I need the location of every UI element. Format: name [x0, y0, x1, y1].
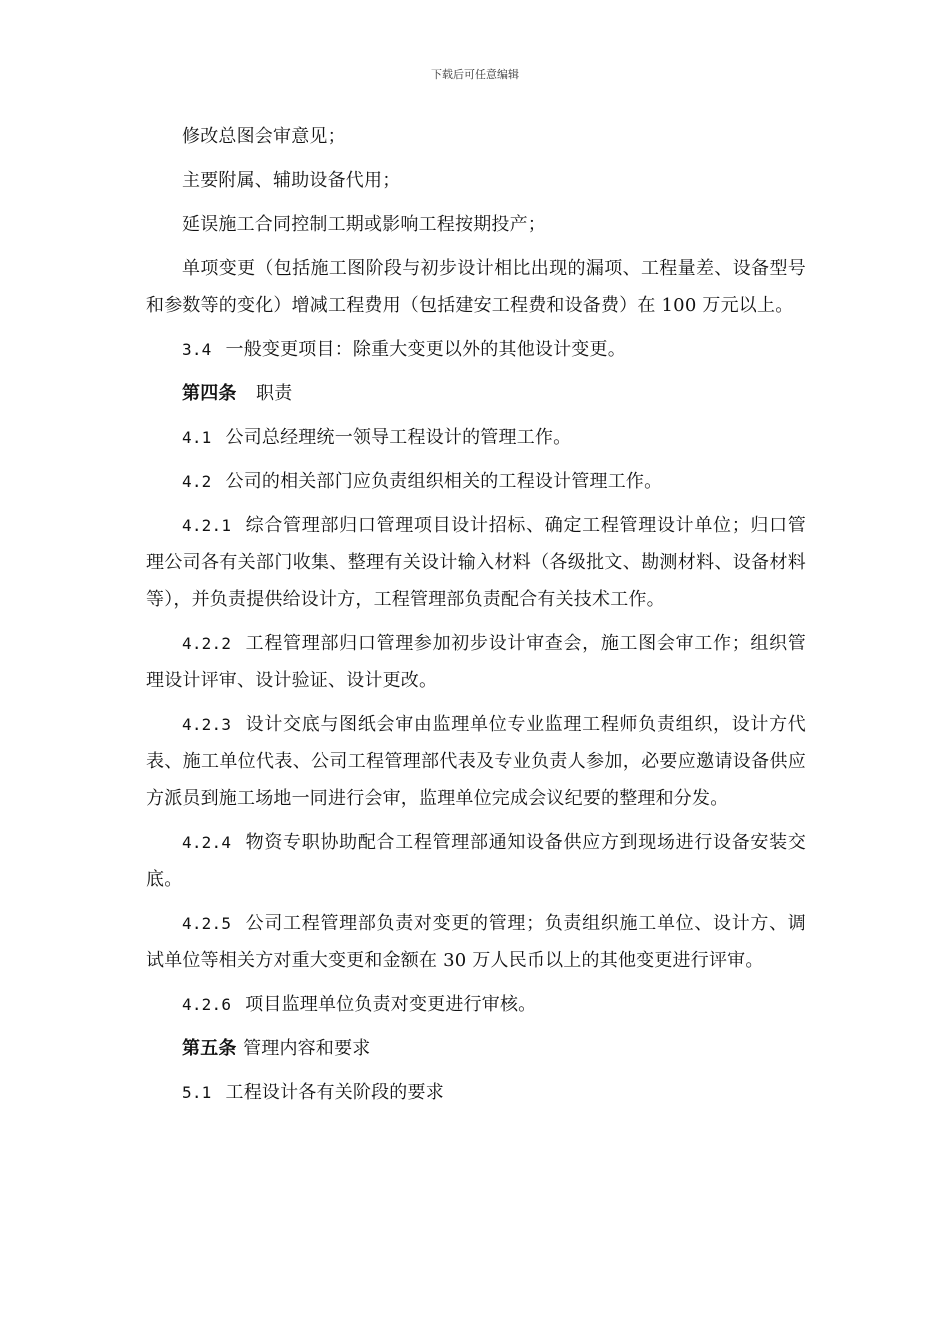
article-5-heading: 第五条 管理内容和要求: [182, 1038, 371, 1059]
clause-4-2-3: 4.2.3 设计交底与图纸会审由监理单位专业监理工程师负责组织，设计方代表、施工单位代表、公司工程管理部代表及专业负责人参加，必要应邀请设备供应方派员到施工场地一同进行会审，监理单位完成会议纪要的整理和分发。: [146, 714, 806, 809]
document-body: [146, 118, 806, 1118]
clause-4-2-6: 4.2.6 项目监理单位负责对变更进行审核。: [182, 994, 537, 1015]
clause-4-2-2: 4.2.2 工程管理部归口管理参加初步设计审查会，施工图会审工作；组织管理设计评审、设计验证、设计更改。: [146, 633, 806, 691]
article-4-heading: 第四条 职责: [182, 383, 293, 404]
clause-4-2-1: 4.2.1 综合管理部归口管理项目设计招标、确定工程管理设计单位；归口管理公司各有关部门收集、整理有关设计输入材料（各级批文、勘测材料、设备材料等），并负责提供给设计方，工程管理部负责配合有关技术工作。: [146, 515, 806, 610]
clause-4-2-4: 4.2.4 物资专职协助配合工程管理部通知设备供应方到现场进行设备安装交底。: [146, 832, 806, 890]
clause-5-1: 5.1 工程设计各有关阶段的要求: [182, 1082, 444, 1103]
paragraph: 延误施工合同控制工期或影响工程按期投产；: [182, 214, 546, 235]
clause-3-4: 3.4 一般变更项目：除重大变更以外的其他设计变更。: [182, 339, 626, 360]
clause-4-2: 4.2 公司的相关部门应负责组织相关的工程设计管理工作。: [182, 471, 663, 492]
clause-4-2-5: 4.2.5 公司工程管理部负责对变更的管理；负责组织施工单位、设计方、调试单位等相关方对重大变更和金额在 30 万人民币以上的其他变更进行评审。: [146, 913, 806, 971]
paragraph: 单项变更（包括施工图阶段与初步设计相比出现的漏项、工程量差、设备型号和参数等的变化）增减工程费用（包括建安工程费和设备费）在 100 万元以上。: [146, 258, 806, 316]
clause-4-1: 4.1 公司总经理统一领导工程设计的管理工作。: [182, 427, 572, 448]
paragraph: 主要附属、辅助设备代用；: [182, 170, 401, 191]
page-header-note: 下载后可任意编辑: [431, 68, 519, 81]
paragraph: 修改总图会审意见；: [182, 126, 346, 147]
